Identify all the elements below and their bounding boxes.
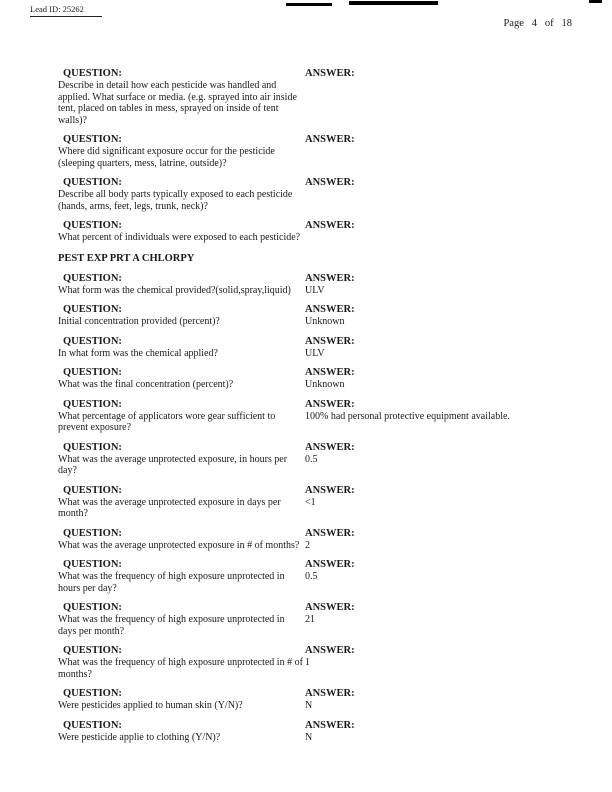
page-number: Page 4 of 18 [503,18,572,29]
question-text: What was the average unprotected exposure, in hours per day? [58,453,288,476]
answer-label: ANSWER: [305,367,355,378]
qa-block [0,220,612,244]
qa-block [0,177,612,212]
question-column [58,273,305,297]
answer-column [305,688,590,712]
answer-text: 2 [305,539,310,551]
qa-block [0,304,612,328]
qa-block [0,559,612,594]
question-text: In what form was the chemical applied? [58,347,218,359]
question-label: QUESTION: [63,398,122,410]
question-text: What was the average unprotected exposure in days per month? [58,496,281,519]
answer-column [305,559,590,594]
qa-block [0,688,612,712]
question-column [58,220,305,244]
answer-label: ANSWER: [305,335,355,347]
answer-text: ULV [305,284,325,296]
question-column [58,304,305,328]
question-text: What was the final concentration (percent)? [58,379,234,390]
question-label: QUESTION: [63,688,122,699]
qa-block [0,273,612,297]
answer-text: 100% had personal protective equipment available. [305,410,510,422]
question-column [58,399,305,434]
question-label: QUESTION: [63,335,122,347]
question-column [58,688,305,712]
question-label: QUESTION: [63,134,122,145]
answer-label: ANSWER: [305,304,355,315]
question-label: QUESTION: [63,304,122,315]
answer-column [305,399,590,434]
answer-column [305,442,590,477]
question-text: What form was the chemical provided?(solid,spray,liquid) [58,284,291,296]
question-label: QUESTION: [63,441,122,453]
question-label: QUESTION: [63,527,122,539]
answer-text: <1 [305,496,316,508]
scan-artifact [349,1,438,5]
answer-column [305,720,590,744]
answer-column [305,528,590,552]
question-text: What percent of individuals were exposed to each pesticide? [58,232,301,243]
answer-label: ANSWER: [305,220,355,231]
answer-label: ANSWER: [305,688,355,699]
question-text: Were pesticides applied to human skin (Y/N)? [58,700,243,711]
answer-text: N [305,731,313,743]
question-column [58,602,305,637]
answer-label: ANSWER: [305,645,355,656]
qa-block [0,602,612,637]
answer-text: 1 [305,657,310,668]
question-text: Initial concentration provided (percent)? [58,316,220,327]
qa-block [0,720,612,744]
answer-text: N [305,700,313,711]
question-column [58,68,305,126]
qa-block [0,528,612,552]
answer-label: ANSWER: [305,441,355,453]
answer-text: Unknown [305,316,345,327]
answer-label: ANSWER: [305,602,355,613]
answer-column [305,304,590,328]
question-text: Describe in detail how each pesticide was handled and applied. What surface or media. (e.g. sprayed into air inside tent, placed on tables in mess, sprayed on inside of tent walls)? [58,80,297,126]
answer-column [305,336,590,360]
answer-column [305,602,590,637]
question-text: Describe all body parts typically exposed to each pesticide (hands, arms, feet, legs, trunk, neck)? [58,189,293,212]
answer-text: 0.5 [305,453,318,465]
question-text: Were pesticide applie to clothing (Y/N)? [58,731,221,743]
lead-id-label: Lead ID: 25262 [30,4,102,17]
qa-block [0,399,612,434]
answer-text: 0.5 [305,571,318,582]
answer-column [305,485,590,520]
question-column [58,177,305,212]
question-column [58,442,305,477]
question-column [58,645,305,680]
answer-label: ANSWER: [305,68,355,79]
answer-label: ANSWER: [305,177,355,188]
answer-label: ANSWER: [305,134,355,145]
answer-label: ANSWER: [305,484,355,496]
answer-label: ANSWER: [305,527,355,539]
question-label: QUESTION: [63,645,122,656]
question-label: QUESTION: [63,272,122,284]
qa-block [0,485,612,520]
question-column [58,720,305,744]
scan-artifact [286,3,332,6]
answer-label: ANSWER: [305,398,355,410]
question-column [58,559,305,594]
answer-label: ANSWER: [305,719,355,731]
answer-column [305,367,590,391]
answer-text: Unknown [305,379,345,390]
question-text: What percentage of applicators wore gear sufficient to prevent exposure? [58,410,276,433]
qa-block [0,442,612,477]
qa-block [0,367,612,391]
question-label: QUESTION: [63,68,122,79]
answer-label: ANSWER: [305,272,355,284]
qa-block [0,68,612,126]
question-label: QUESTION: [63,484,122,496]
section-title: PEST EXP PRT A CHLORPY [58,252,195,264]
scan-artifact [589,0,602,3]
answer-column [305,177,590,212]
question-label: QUESTION: [63,220,122,231]
question-column [58,485,305,520]
question-text: What was the frequency of high exposure unprotected in hours per day? [58,571,285,594]
qa-block [0,645,612,680]
question-label: QUESTION: [63,602,122,613]
answer-column [305,645,590,680]
question-text: What was the average unprotected exposure in # of months? [58,539,300,551]
question-label: QUESTION: [63,559,122,570]
answer-label: ANSWER: [305,559,355,570]
qa-block [0,134,612,169]
question-text: What was the frequency of high exposure unprotected in days per month? [58,614,285,637]
question-label: QUESTION: [63,367,122,378]
question-column [58,134,305,169]
question-column [58,367,305,391]
answer-text: 21 [305,614,315,625]
answer-text: ULV [305,347,325,359]
qa-block [0,336,612,360]
question-label: QUESTION: [63,719,122,731]
answer-column [305,134,590,169]
question-column [58,336,305,360]
qa-list [0,68,612,751]
question-text: What was the frequency of high exposure unprotected in # of months? [58,657,303,680]
question-text: Where did significant exposure occur for the pesticide (sleeping quarters, mess, latrine, outside)? [58,146,275,169]
answer-column [305,273,590,297]
answer-column [305,220,590,244]
question-column [58,528,305,552]
question-label: QUESTION: [63,177,122,188]
answer-column [305,68,590,126]
